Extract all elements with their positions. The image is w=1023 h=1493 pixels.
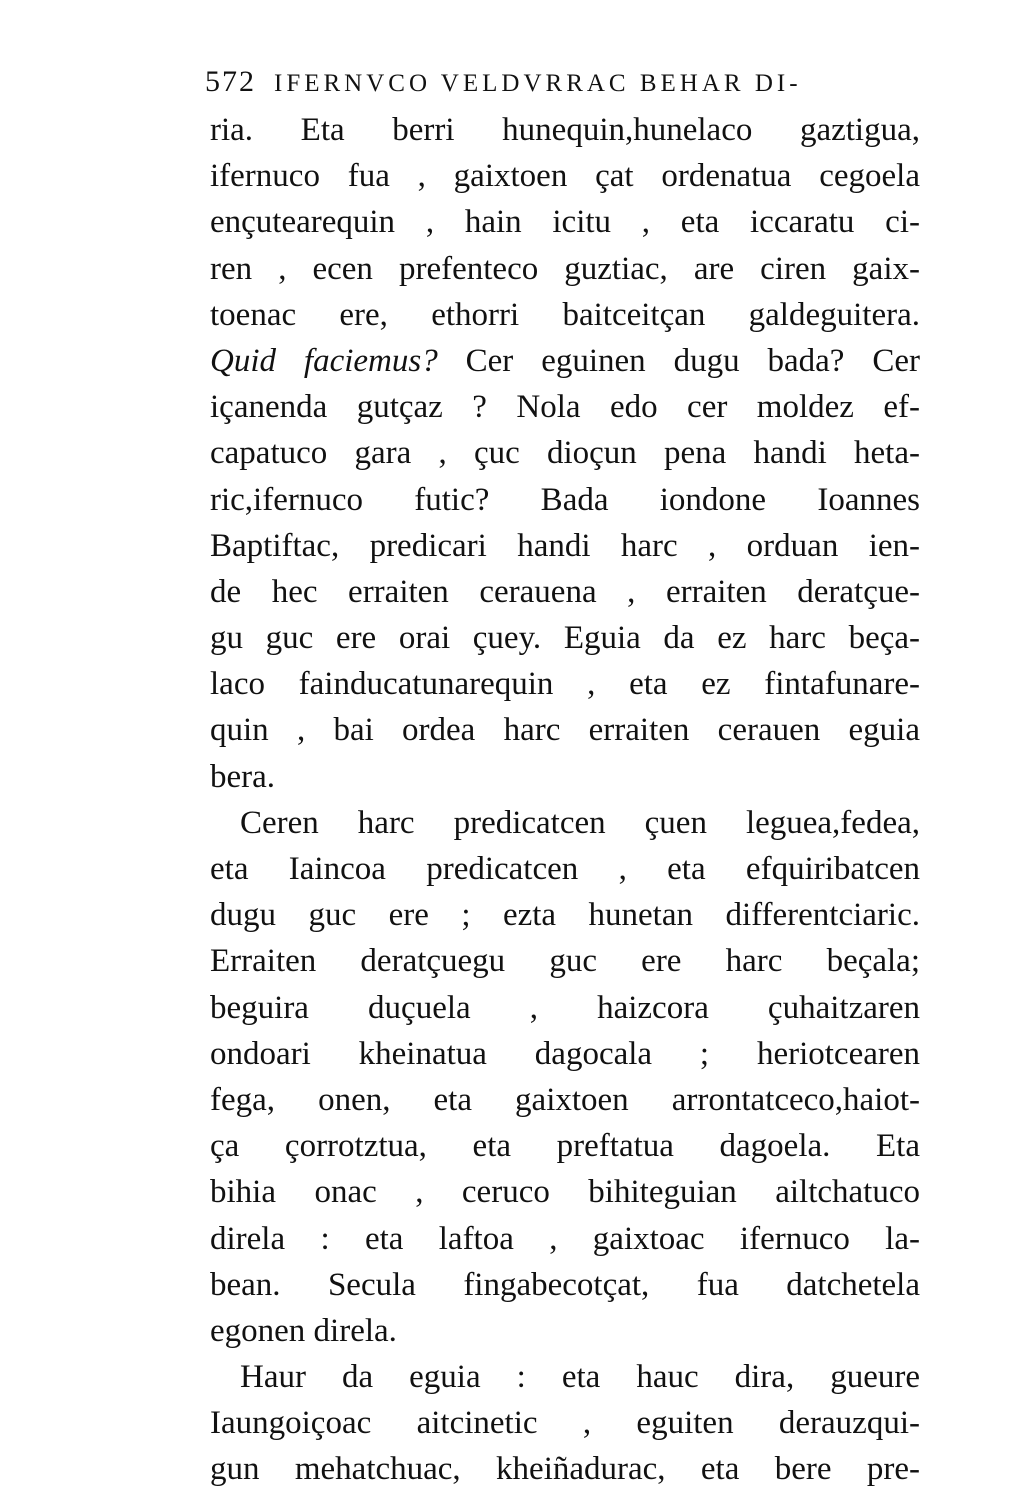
body-text — [210, 107, 920, 1493]
text-line: de hec erraiten cerauena , erraiten deratçue- — [210, 573, 920, 610]
text-line: Haur da eguia : eta hauc dira, gueure — [240, 1359, 920, 1396]
latin-quote: Quid faciemus? — [210, 342, 438, 379]
text-line: bean. Secula fingabecotçat, fua datchetela — [210, 1266, 920, 1303]
text-line: eta Iaincoa predicatcen , eta efquiribatcen — [210, 851, 920, 887]
text-line: toenac ere, ethorri baitceitçan galdeguitera. — [210, 296, 920, 333]
text-line: Erraiten deratçuegu guc ere harc beçala; — [210, 943, 920, 980]
text-line: ençutearequin , hain icitu , eta iccaratu ci- — [210, 204, 920, 241]
text-line: içanenda gutçaz ? Nola edo cer moldez ef- — [210, 389, 920, 426]
text-line: ça çorrotztua, eta preftatua dagoela. Eta — [210, 1128, 920, 1165]
page-number: 572 — [205, 65, 256, 98]
text-line: ifernuco fua , gaixtoen çat ordenatua cegoela — [210, 158, 920, 195]
running-head — [205, 62, 925, 104]
text-line: gu guc ere orai çuey. Eguia da ez harc beça- — [210, 620, 920, 657]
text-line: beguira duçuela , haizcora çuhaitzaren — [210, 989, 920, 1026]
paragraph-1 — [210, 107, 920, 800]
text-line: bihia onac , ceruco bihiteguian ailtchatuco — [210, 1174, 920, 1211]
running-title: IFERNVCO VELDVRRAC BEHAR DI- — [274, 70, 802, 97]
text-line: quin , bai ordea harc erraiten cerauen eguia — [210, 712, 920, 749]
text-line: Quid faciemus? Cer eguinen dugu bada? Cer — [210, 342, 920, 379]
text-line: ondoari kheinatua dagocala ; heriotcearen — [210, 1035, 920, 1072]
text-line: egonen direla. — [210, 1312, 397, 1349]
text-line: fega, onen, eta gaixtoen arrontatceco,haiot- — [210, 1081, 920, 1118]
paragraph-2 — [210, 800, 920, 1354]
text-line: Ceren harc predicatcen çuen leguea,fedea, — [240, 804, 920, 841]
text-line: bera. — [210, 758, 276, 795]
text-line: ren , ecen prefenteco guztiac, are ciren gaix- — [210, 250, 920, 287]
text-line: gun mehatchuac, kheiñadurac, eta bere pre- — [210, 1451, 920, 1488]
text-line: dugu guc ere ; ezta hunetan differentciaric. — [210, 897, 920, 934]
text-line: Baptiftac, predicari handi harc , orduan ien- — [210, 527, 920, 564]
text-line: ric,ifernuco futic? Bada iondone Ioannes — [210, 481, 920, 518]
text-line: capatuco gara , çuc dioçun pena handi heta- — [210, 435, 920, 472]
text-line: direla : eta laftoa , gaixtoac ifernuco la- — [210, 1220, 920, 1257]
text-line: laco fainducatunarequin , eta ez fintafunare- — [210, 666, 920, 703]
text-line: ria. Eta berri hunequin,hunelaco gaztigua, — [210, 112, 920, 148]
text-line: Iaungoiçoac aitcinetic , eguiten derauzqui- — [210, 1405, 920, 1442]
